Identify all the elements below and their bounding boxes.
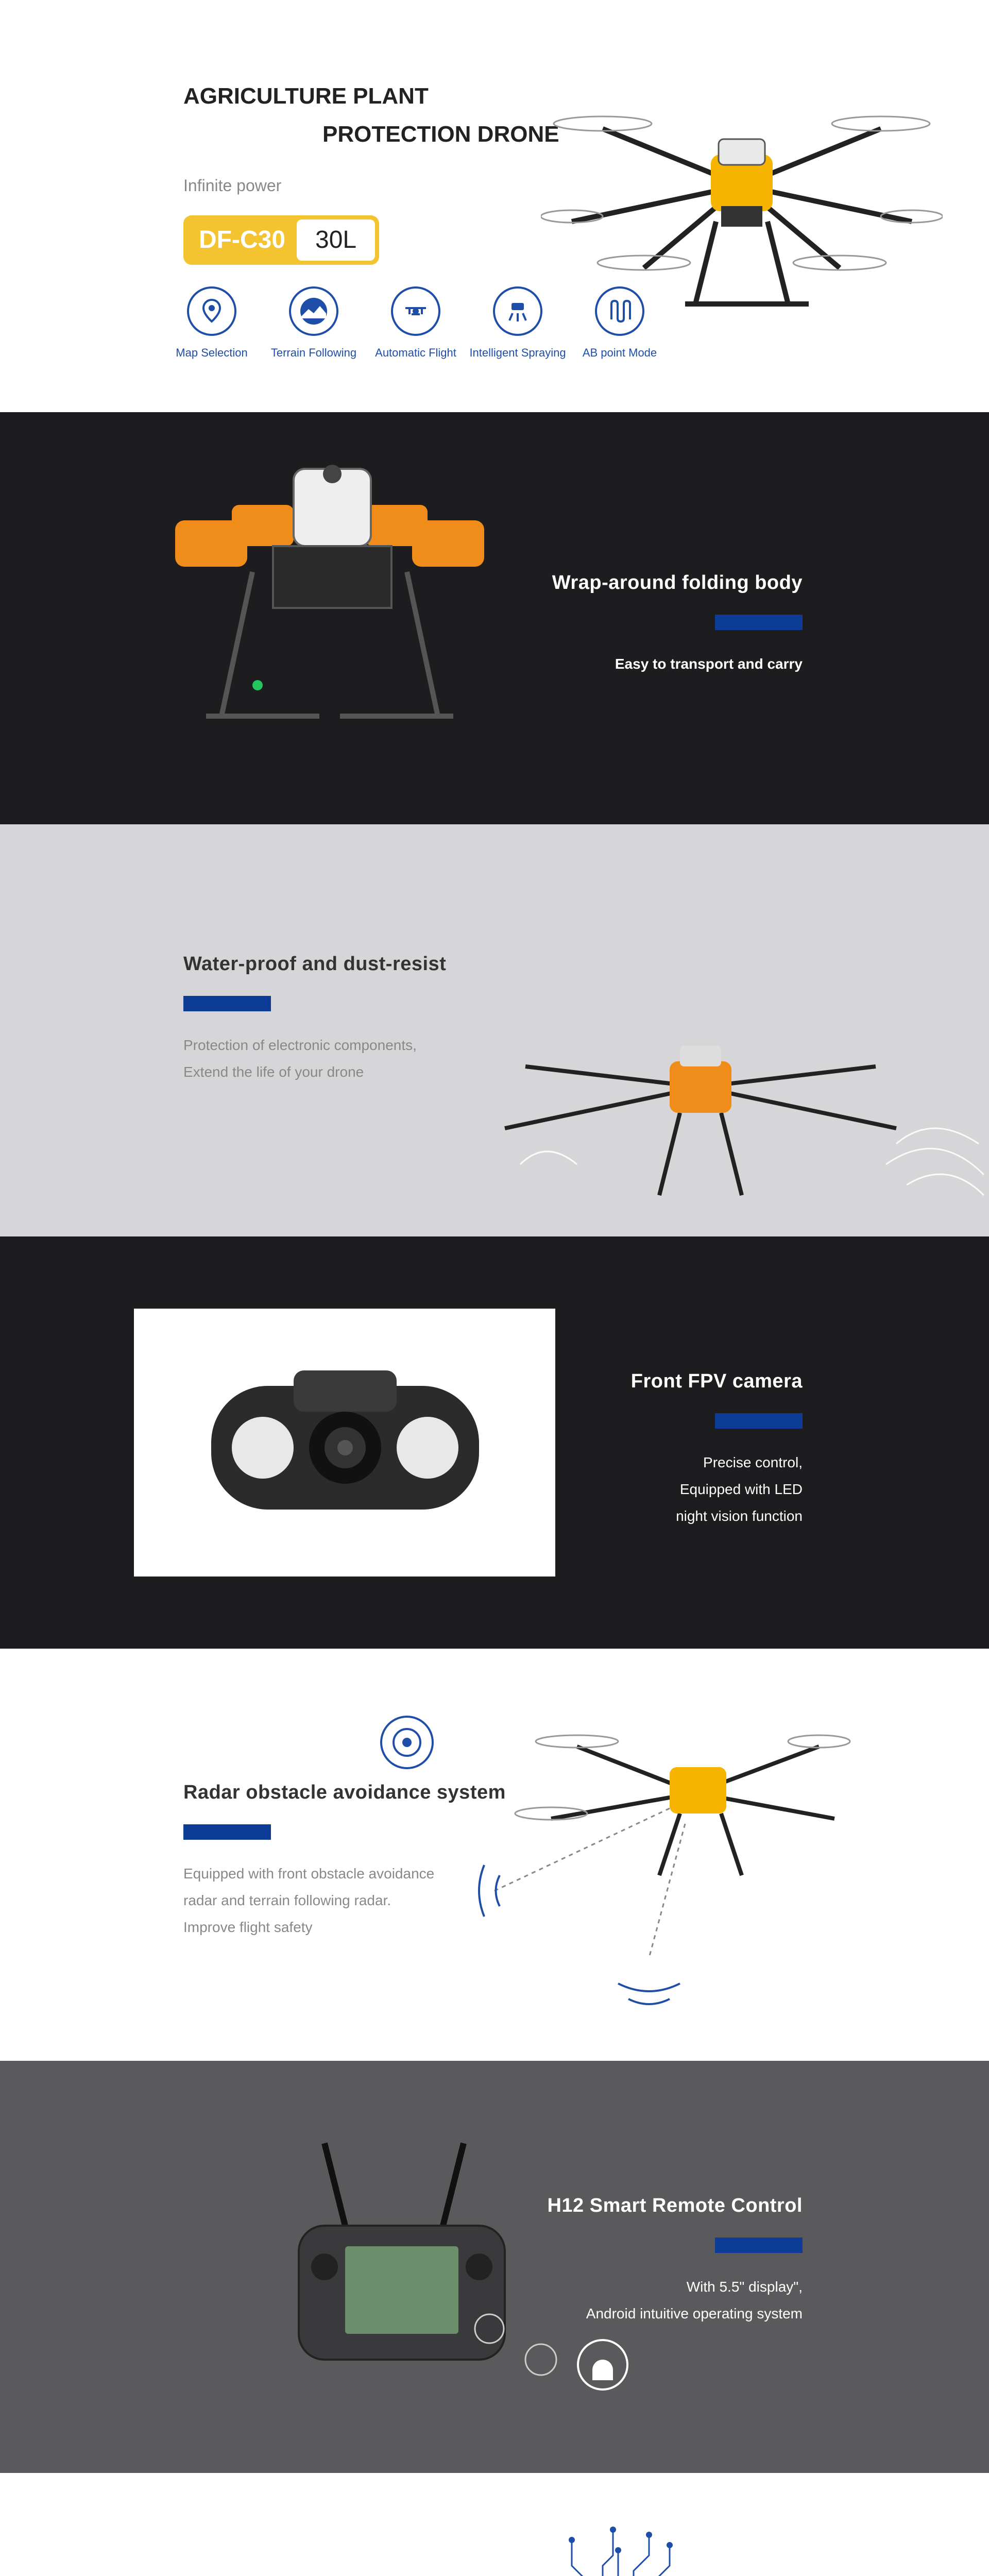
model-capacity: 30L: [297, 219, 375, 261]
folding-title: Wrap-around folding body: [552, 572, 803, 594]
feature-terrain-following: [270, 286, 357, 360]
waterproof-text: [183, 953, 446, 1086]
waterproof-drone-image: [443, 1010, 989, 1226]
radar-desc-line: Equipped with front obstacle avoidance: [183, 1866, 435, 1882]
camera-text: [631, 1370, 803, 1530]
map-pin-icon: [187, 286, 236, 336]
waterproof-title: Water-proof and dust-resist: [183, 953, 447, 975]
radar-drone-image: [464, 1690, 855, 2020]
feature-label: Terrain Following: [270, 346, 357, 359]
feature-label: Map Selection: [176, 346, 248, 359]
model-badge: [183, 215, 379, 265]
feature-label: AB point Mode: [582, 346, 657, 359]
camera-desc-line: Equipped with LED: [679, 1481, 803, 1497]
remote-text: [547, 2195, 803, 2327]
circuit-chip-icon: [510, 2519, 726, 2576]
spray-icon: [493, 286, 542, 336]
folding-section: [0, 412, 989, 824]
camera-title: Front FPV camera: [630, 1370, 803, 1392]
waterproof-section: [0, 824, 989, 1236]
remote-desc-line: With 5.5" display",: [686, 2279, 803, 2295]
radar-section: [0, 1649, 989, 2061]
feature-label: Intelligent Spraying: [469, 346, 566, 359]
terrain-icon: [289, 286, 338, 336]
model-name: DF-C30: [199, 226, 286, 253]
remote-desc-line: Android intuitive operating system: [586, 2306, 803, 2321]
camera-desc-line: night vision function: [676, 1508, 803, 1524]
accent-bar: [715, 615, 803, 630]
hero-drone-image: [541, 67, 943, 314]
camera-section: [0, 1236, 989, 1649]
fpv-camera-image: [191, 1340, 500, 1546]
feature-label: Automatic Flight: [375, 346, 456, 359]
hero-title: [183, 77, 559, 154]
camera-image-box: [134, 1309, 555, 1577]
accent-bar: [183, 996, 271, 1011]
controller-section: [0, 2473, 989, 2576]
camera-desc-line: Precise control,: [703, 1454, 803, 1470]
waterproof-desc: [183, 1032, 446, 1086]
radar-target-icon: [380, 1716, 434, 1769]
camera-desc: [631, 1449, 803, 1530]
hero-tagline: Infinite power: [183, 176, 282, 195]
waterproof-desc-line: Extend the life of your drone: [183, 1064, 364, 1080]
accent-bar: [715, 2238, 803, 2253]
radar-title: Radar obstacle avoidance system: [183, 1782, 506, 1803]
remote-title: H12 Smart Remote Control: [547, 2195, 803, 2216]
drone-icon: [391, 286, 440, 336]
folded-drone-image: [165, 459, 494, 747]
hero-title-line1: AGRICULTURE PLANT: [183, 83, 429, 109]
remote-desc: [547, 2274, 803, 2327]
radar-desc: [183, 1860, 506, 1941]
folding-desc: Easy to transport and carry: [615, 656, 803, 672]
ab-route-icon: [595, 286, 644, 336]
feature-map-selection: [176, 286, 248, 360]
hero-section: [0, 0, 989, 412]
radar-desc-line: Improve flight safety: [183, 1919, 313, 1935]
feature-intelligent-spraying: [469, 286, 566, 360]
hero-title-line2: PROTECTION DRONE: [322, 122, 559, 147]
feature-ab-point-mode: [582, 286, 657, 360]
accent-bar: [183, 1824, 271, 1840]
waterproof-desc-line: Protection of electronic components,: [183, 1037, 417, 1053]
radar-text: [183, 1782, 506, 1941]
accent-bar: [715, 1413, 803, 1429]
feature-icon-row: [176, 286, 657, 360]
feature-automatic-flight: [375, 286, 456, 360]
radar-desc-line: radar and terrain following radar.: [183, 1892, 391, 1908]
folding-text: [552, 572, 803, 677]
remote-section: [0, 2061, 989, 2473]
